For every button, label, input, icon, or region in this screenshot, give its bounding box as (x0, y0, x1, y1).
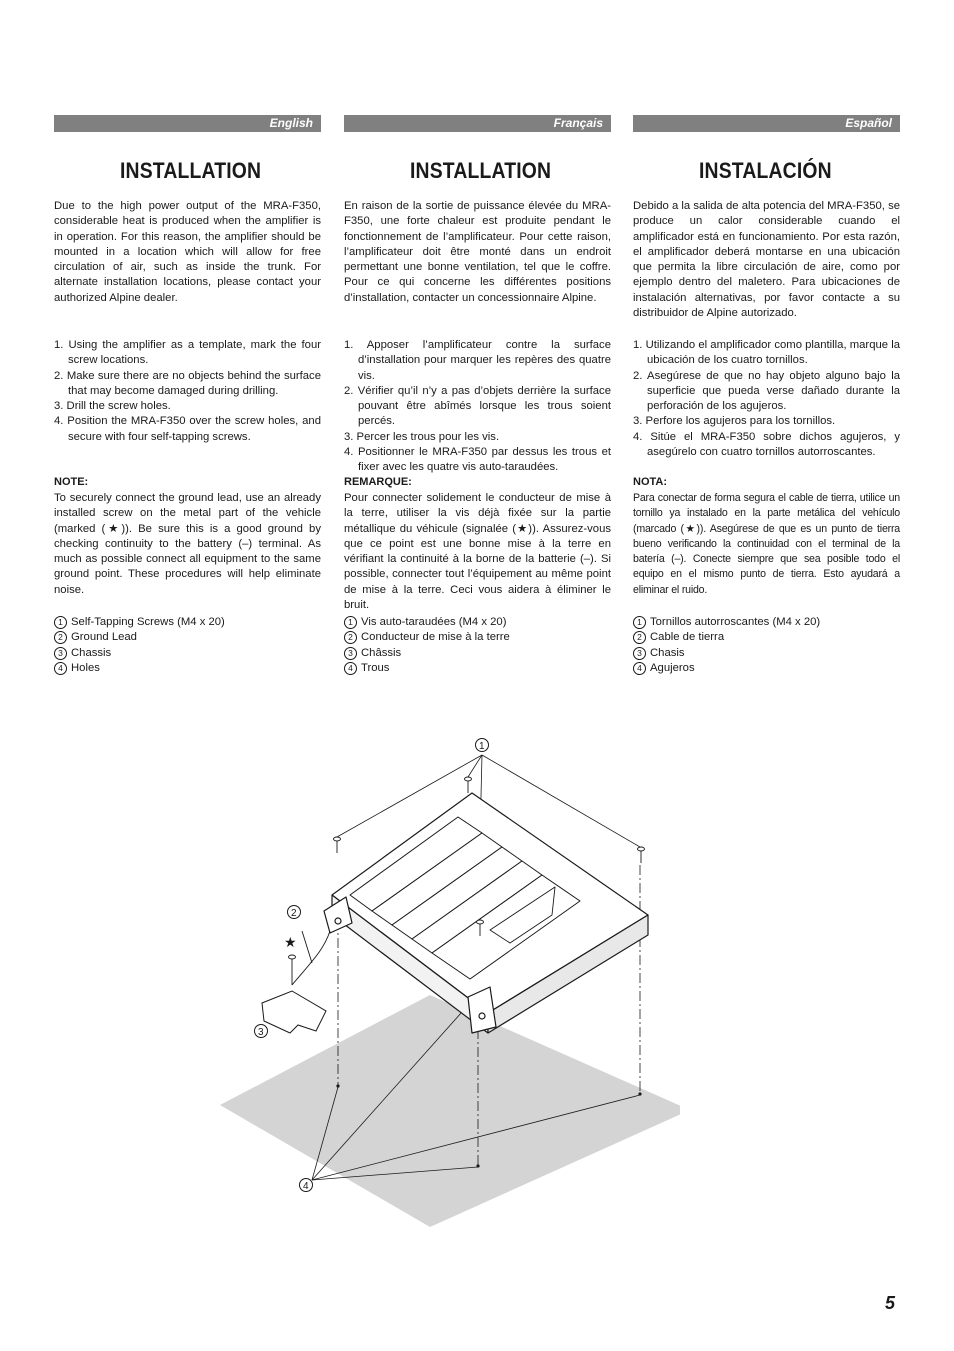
svg-text:3: 3 (258, 1027, 264, 1038)
intro-paragraph: Debido a la salida de alta potencia del MRA-F350, se produce un calor considerable cuando el amplificador está en funcionamiento. Por esta razón, el amplificador deberá montarse en una ubicación que permita la libre circulación de aire, como por ejemplo dentro del maletero. Para ubicaciones de instalación alternativas, por favor contacte a su distribuidor de Alpine autorizado. (633, 200, 900, 320)
callout-number: 3 (344, 647, 357, 660)
part-item (54, 661, 225, 676)
svg-text:2: 2 (291, 908, 297, 919)
part-label: Chassis (71, 646, 112, 659)
callout-1 (476, 739, 489, 753)
installation-illustration (220, 735, 680, 1230)
step-list (633, 338, 900, 460)
part-item (344, 661, 510, 676)
callout-number: 1 (54, 616, 67, 629)
part-label: Agujeros (650, 661, 695, 674)
part-label: Cable de tierra (650, 631, 725, 644)
step-item: 2. Make sure there are no objects behind the surface that may become damaged during drilling. (54, 369, 321, 397)
step-item: 3. Drill the screw holes. (54, 400, 171, 413)
section-title: INSTALLATION (120, 158, 262, 183)
part-label: Ground Lead (71, 631, 137, 644)
part-item (344, 630, 510, 645)
step-item: 2. Asegúrese de que no hay objeto alguno bajo la superficie que pueda verse dañado durante la perforación de los agujeros. (633, 369, 900, 413)
callout-number: 2 (633, 631, 646, 644)
callout-3 (255, 1025, 268, 1039)
language-bar: Español (633, 115, 900, 132)
screw (334, 837, 341, 853)
callout-number: 1 (344, 616, 357, 629)
part-label: Trous (361, 661, 390, 674)
callout-number: 2 (344, 631, 357, 644)
note-text: Para conectar de forma segura el cable de tierra, utilice un tornillo ya instalado en la parte metálica del vehículo (marcado (★)). Asegúrese de que es un punto de tierra bueno verificando la continuidad con el terminal de la batería (–). Conecte siempre que sea posible todo el equipo en el mismo punto de tierra. Esto ayudará a eliminar el ruido. (633, 492, 900, 596)
ground-lead (292, 931, 330, 985)
svg-text:4: 4 (303, 1181, 309, 1192)
callout-number: 3 (54, 647, 67, 660)
parts-list (344, 615, 510, 676)
callout-number: 4 (344, 662, 357, 675)
part-label: Self-Tapping Screws (M4 x 20) (71, 616, 225, 628)
column-spanish (633, 115, 900, 674)
section-title: INSTALLATION (410, 158, 552, 183)
language-bar: English (54, 115, 321, 132)
part-item (633, 646, 820, 661)
callout-number: 1 (633, 616, 646, 629)
callout-2 (288, 906, 301, 920)
screw (638, 847, 645, 863)
part-item (633, 630, 820, 645)
svg-text:1: 1 (479, 741, 485, 752)
part-item (633, 615, 820, 630)
part-label: Châssis (361, 646, 402, 659)
column-french (344, 115, 611, 674)
vehicle-chassis (262, 991, 326, 1033)
part-label: Tornillos autorroscantes (M4 x 20) (650, 616, 821, 628)
intro-paragraph: En raison de la sortie de puissance élevée du MRA-F350, une forte chaleur est produite pendant le fonctionnement de l’amplificateur. Pour cette raison, l’amplificateur doit être monté dans un endroit permettant une bonne ventilation, tel que le coffre. Pour ce qui concerne les différentes positions d’installation, contacter un concessionnaire Alpine. (344, 200, 611, 304)
part-item (344, 615, 510, 630)
column-english (54, 115, 321, 674)
callout-number: 4 (54, 662, 67, 675)
callout-4 (300, 1179, 313, 1193)
step-item: 1. Apposer l’amplificateur contre la surface d’installation pour marquer les repères des quatre vis. (344, 339, 611, 382)
step-item: 3. Perfore los agujeros para los tornillos. (633, 415, 836, 428)
language-bar: Français (344, 115, 611, 132)
page-number: 5 (885, 1293, 896, 1313)
step-item: 3. Percer les trous pour les vis. (344, 430, 500, 443)
part-item (633, 661, 820, 676)
part-label: Vis auto-taraudées (M4 x 20) (361, 616, 507, 628)
callout-number: 3 (633, 647, 646, 660)
step-item: 4. Position the MRA-F350 over the screw holes, and secure with four self-tapping screws. (54, 415, 321, 443)
callout-number: 4 (633, 662, 646, 675)
step-item: 4. Sitúe el MRA-F350 sobre dichos agujeros, y asegúrelo con cuatro tornillos autorroscantes. (633, 430, 900, 459)
ground-screw (289, 955, 296, 985)
part-label: Conducteur de mise à la terre (361, 631, 510, 644)
step-item: 1. Using the amplifier as a template, mark the four screw locations. (54, 339, 321, 367)
parts-list (54, 615, 225, 676)
part-item (344, 646, 510, 661)
note-label: NOTE: (54, 476, 89, 488)
part-item (54, 646, 225, 661)
screw (465, 777, 472, 793)
step-list (54, 338, 321, 445)
note-text: To securely connect the ground lead, use an already installed screw on the metal part of the vehicle (marked (★)). Be sure this is a good ground by checking continuity to the battery (–) terminal. As much as possible connect all equipment to the same ground point. These procedures will help eliminate noise. (54, 492, 321, 596)
section-title: INSTALACIÓN (699, 158, 832, 183)
callout-number: 2 (54, 631, 67, 644)
amplifier-unit (324, 793, 648, 1033)
note-text: Pour connecter solidement le conducteur de mise à la terre, utiliser la vis déjà fixée sur la partie métallique du véhicule (signalée (★)). Assurez-vous que ce point est une bonne mise à la terre en vérifiant la continuité à la borne de la batterie (–). Si possible, connecter tout l’équipement au même point de mise à la terre. Ceci vous aidera à éliminer le bruit. (344, 492, 611, 612)
part-label: Holes (71, 661, 100, 674)
step-list (344, 338, 611, 476)
step-item: 1. Utilizando el amplificador como plantilla, marque la ubicación de los cuatro tornillos. (633, 339, 900, 367)
step-item: 4. Positionner le MRA-F350 par dessus les trous et fixer avec les quatre vis auto-taraudées. (344, 446, 611, 474)
part-item (54, 615, 225, 630)
part-label: Chasis (650, 646, 685, 659)
note-label: NOTA: (633, 476, 668, 488)
parts-list (633, 615, 820, 676)
part-item (54, 630, 225, 645)
step-item: 2. Vérifier qu’il n’y a pas d’objets derrière la surface pouvant être abîmés lorsque les trous soient percés. (344, 384, 611, 428)
intro-paragraph: Due to the high power output of the MRA-F350, considerable heat is produced when the amplifier is in operation. For this reason, the amplifier should be mounted in a location which will allow for free circulation of air, such as inside the trunk. For alternate installation locations, please contact your authorized Alpine dealer. (54, 200, 321, 304)
ground-point-mark: ★ (284, 935, 297, 951)
note-label: REMARQUE: (344, 476, 412, 488)
